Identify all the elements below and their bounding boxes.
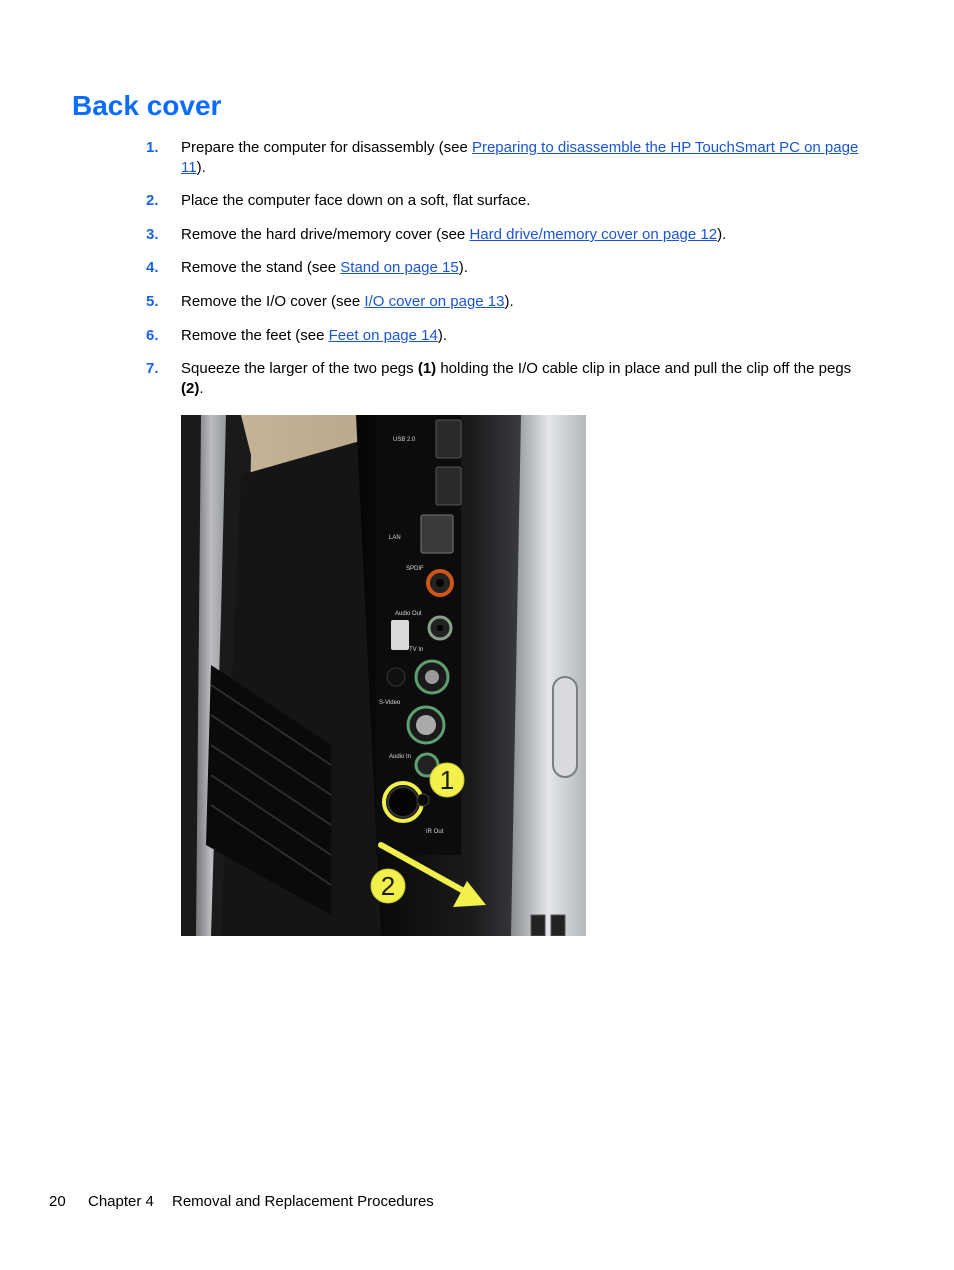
label-tv-in: TV In xyxy=(409,647,424,653)
step-text: Place the computer face down on a soft, flat surface. xyxy=(181,192,531,209)
link-feet[interactable]: Feet on page 14 xyxy=(328,327,438,344)
step-number: 2. xyxy=(146,192,159,209)
link-hard-drive-memory-cover[interactable]: Hard drive/memory cover on page 12 xyxy=(469,226,718,243)
footer-chapter: Chapter 4 xyxy=(88,1193,154,1210)
step-number: 7. xyxy=(146,360,159,377)
step-text: Remove the feet (see Feet on page 14). xyxy=(181,327,448,344)
io-panel-photo xyxy=(181,415,586,936)
page-title: Back cover xyxy=(72,90,222,121)
label-audio-out: Audio Out xyxy=(395,611,422,617)
link-stand[interactable]: Stand on page 15 xyxy=(340,259,459,276)
step-text: Prepare the computer for disassembly (see Preparing to disassemble the HP TouchSmart PC on page 11). xyxy=(181,139,859,176)
step-number: 5. xyxy=(146,293,159,310)
page-footer xyxy=(49,1192,434,1212)
label-audio-in: Audio In xyxy=(389,754,412,760)
label-spdif: SPDIF xyxy=(406,566,424,572)
step-text: Squeeze the larger of the two pegs (1) holding the I/O cable clip in place and pull the clip off the pegs (2). xyxy=(181,360,852,397)
footer-section: Removal and Replacement Procedures xyxy=(172,1193,434,1210)
step-number: 1. xyxy=(146,139,159,156)
step-number: 4. xyxy=(146,259,159,276)
step-number: 3. xyxy=(146,226,159,243)
step-number: 6. xyxy=(146,327,159,344)
label-usb: USB 2.0 xyxy=(393,437,416,443)
label-svideo: S-Video xyxy=(379,700,401,706)
page-number: 20 xyxy=(49,1193,66,1210)
label-lan: LAN xyxy=(389,535,401,541)
step-text: Remove the I/O cover (see I/O cover on page 13). xyxy=(181,293,514,310)
step-text: Remove the stand (see Stand on page 15). xyxy=(181,259,468,276)
label-ir-out: IR Out xyxy=(426,829,444,835)
link-preparing-to-disassemble[interactable]: Preparing to disassemble the HP TouchSmart PC on page 11 xyxy=(181,139,859,176)
callout-1: 1 xyxy=(439,765,455,795)
step-text: Remove the hard drive/memory cover (see Hard drive/memory cover on page 12). xyxy=(181,226,727,243)
callout-2: 2 xyxy=(380,871,396,901)
link-io-cover[interactable]: I/O cover on page 13 xyxy=(364,293,505,310)
